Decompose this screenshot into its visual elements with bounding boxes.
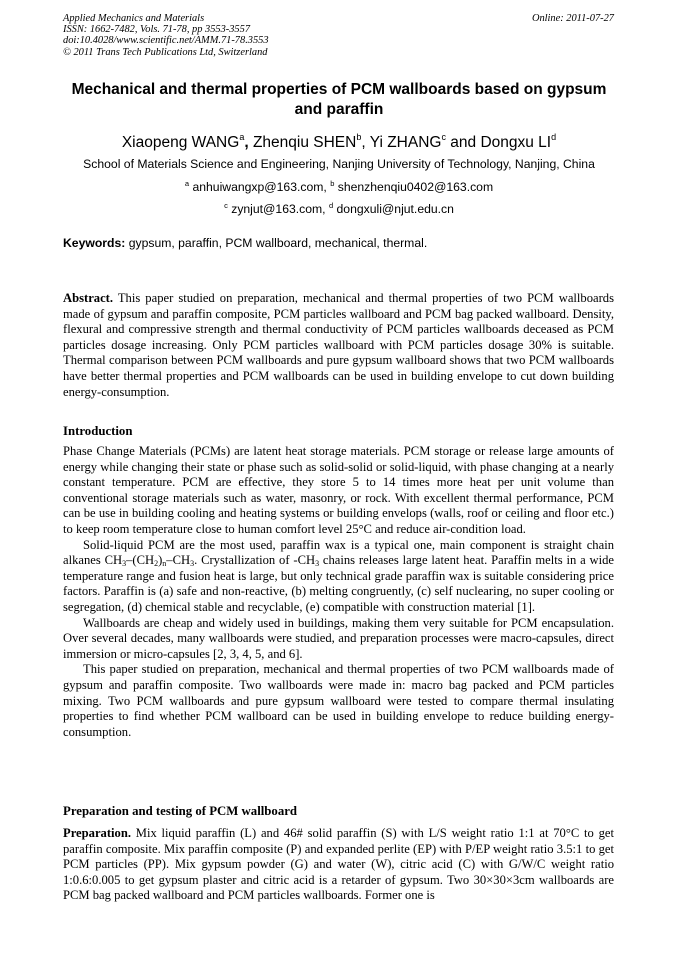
email-line-2: $^c$ zynjut@163.com, $^d$ dongxuli@njut.edu.cn — [224, 201, 454, 216]
abstract-label: Abstract. — [63, 291, 114, 305]
online-date: Online: 2011-07-27 — [531, 13, 614, 24]
keywords-text: gypsum, paraffin, PCM wallboard, mechanical, thermal. — [128, 236, 428, 250]
author-name: Dongxu LI — [480, 134, 552, 151]
abstract-text: This paper studied on preparation, mechanical and thermal properties of two PCM wallboards made of gypsum and paraffin composite, PCM particles wallboard and PCM bag packed wallboard. Density, flexural and compressive strength and thermal conductivity of PCM particles wallboards deceased as PCM particles dosage increasing. Only PCM particles wallboard with PCM particles dosage 30% is suitable. Thermal comparison between PCM wallboards and pure gypsum wallboard shows that two PCM wallboards have better thermal properties and PCM wallboards can be used in building envelope to cut down building energy-consumption. — [63, 291, 615, 399]
author-name: Zhenqiu SHEN — [252, 134, 357, 151]
preparation-text: Mix liquid paraffin (L) and 46# solid paraffin (S) with L/S weight ratio 1:1 at 70°C to get paraffin composite. Mix paraffin composite (P) and expanded perlite (EP) with P/EP weight ratio 3.5:1 to get PCM particles (PP). Mix gypsum powder (G) and water (W), citric acid (C) with G/W/C weight ratio 1:0.6:0.005 to get gypsum plaster and citric acid is a retarder of gypsum. Two 30×30×3cm wallboards are PCM bag packed wallboard and PCM particles wallboards. Former one is — [63, 826, 614, 903]
email-b: shenzhenqiu0402@163.com — [337, 180, 494, 194]
author-separator: , — [361, 134, 370, 151]
journal-name: Applied Mechanics and Materials — [63, 13, 205, 24]
email-c: zynjut@163.com, — [231, 202, 326, 216]
email-line-1: $^a$ anhuiwangxp@163.com, $^b$ shenzhenqiu0402@163.com — [184, 179, 494, 194]
author-sup: b — [356, 132, 362, 142]
author-sup: a — [239, 132, 245, 142]
journal-header — [63, 13, 269, 58]
copyright-line: © 2011 Trans Tech Publications Ltd, Switzerland — [63, 46, 268, 58]
author-name: Yi ZHANG — [369, 134, 442, 151]
intro-paragraph-2: Solid-liquid PCM are the most used, paraffin wax is a typical one, main component is straight chain alkanes $CH_3-(CH_2)_n-CH_3$. Crystallization of $-CH_3$ chains releases large latent heat. Paraffin melts in a wide temperature range and fusion heat is large, but only technical grade paraffin wax is suitable considering price factors. Paraffin is (a) safe and non-reactive, (b) melting congruently, (c) self nuclearing, no super cooling or segregation, (d) chemical stable and recyclable, (e) compatible with construction material [1]. — [63, 537, 614, 614]
paper-title: Mechanical and thermal properties of PCM wallboards based on gypsum and paraffin — [71, 81, 607, 118]
email-a: anhuiwangxp@163.com, — [192, 180, 327, 194]
author-list — [40, 133, 638, 153]
intro-paragraph-3: Wallboards are cheap and widely used in buildings, making them very suitable for PCM encapsulation. Over several decades, many wallboards were studied, and preparation processes were macro-capsules, direct immersion or micro-capsules [2, 3, 4, 5, and 6]. — [63, 615, 614, 661]
intro-paragraph-4: This paper studied on preparation, mechanical and thermal properties of two PCM wallboards made of gypsum and paraffin composite. Two wallboards were made in: macro bag packed and PCM particles mixing. Two PCM wallboards and pure gypsum wallboard were tested to compare thermal insulating properties to find whether PCM wallboard can be used in building envelope to reduce building energy-consumption. — [63, 662, 614, 739]
author-sup: c — [441, 132, 446, 142]
author-separator: and — [445, 134, 481, 151]
preparation-label: Preparation. — [63, 826, 131, 840]
doi-line: doi:10.4028/www.scientific.net/AMM.71-78.3553 — [63, 35, 269, 47]
intro-paragraph-1: Phase Change Materials (PCMs) are latent heat storage materials. PCM storage or release large amounts of energy while changing their state or phase such as solid-solid or solid-liquid, with phase changing at a nearly constant temperature. PCM are effective, they store 5 to 14 times more heat per unit volume than conventional storage materials such as water, masonry, or rock. With excellent thermal performance, PCM can be use in building cooling and heating systems or building envelops (walls, roof or ceiling and floor etc.) to keep room temperature close to human comfort level 25°C and reduce air-condition load. — [63, 444, 614, 536]
issn-line: ISSN: 1662-7482, Vols. 71-78, pp 3553-3557 — [63, 24, 251, 36]
keywords — [63, 235, 427, 251]
affiliation: School of Materials Science and Engineering, Nanjing University of Technology, Nanjing, China — [83, 157, 595, 171]
section-heading-preparation: Preparation and testing of PCM wallboard — [63, 804, 298, 818]
section-heading-introduction: Introduction — [63, 424, 133, 438]
introduction-body — [63, 444, 614, 740]
author-name: Xiaopeng WANG — [121, 134, 240, 151]
author-separator: , — [244, 134, 253, 151]
preparation-body — [63, 826, 614, 904]
keywords-label: Keywords: — [63, 236, 126, 250]
abstract — [63, 291, 614, 400]
author-sup: d — [551, 132, 557, 142]
email-d: dongxuli@njut.edu.cn — [336, 202, 454, 216]
